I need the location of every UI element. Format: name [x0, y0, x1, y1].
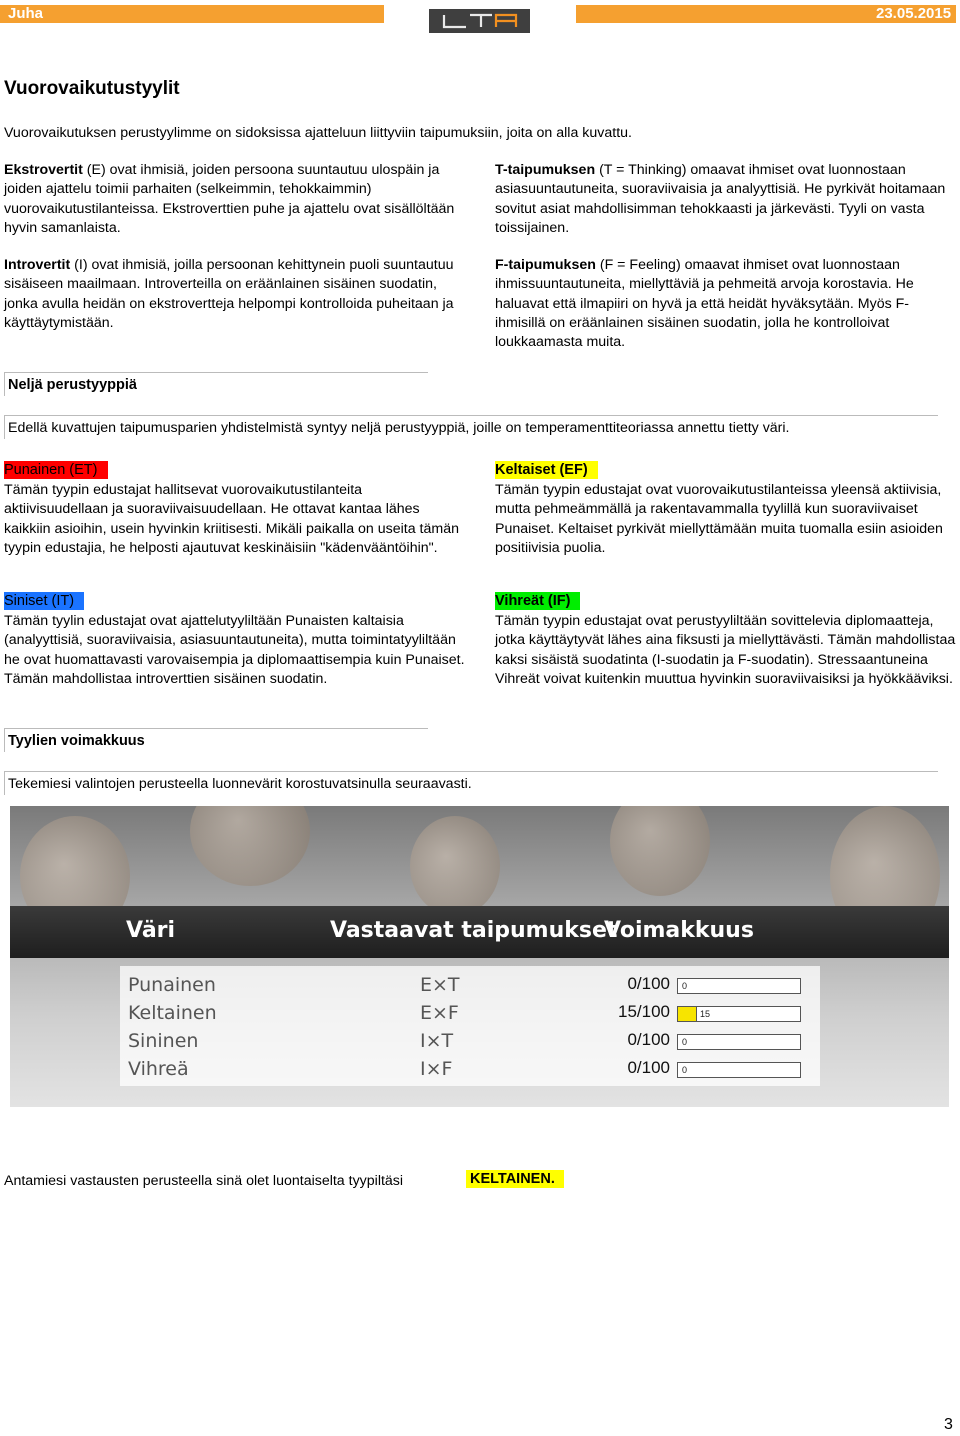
banner-col-color: Väri	[126, 918, 176, 943]
red-type-label: Punainen (ET)	[4, 461, 108, 479]
yellow-type-text: Tämän tyypin edustajat ovat vuorovaikutustilanteissa yleensä aktiivisia, mutta pehmeämmällä ja rakentavammalla tyylillä kun suoraviivaiset Punaiset. Keltaiset pyrkivät miellyttämään muita tuomalla esiin asioiden positiivisia puolia.	[495, 482, 943, 556]
strength-bar-fill	[678, 1007, 697, 1021]
banner-col-strength: Voimakkuus	[604, 918, 754, 943]
introvert-term: Introvertit	[4, 257, 71, 273]
header-date: 23.05.2015	[876, 5, 952, 22]
red-type-text: Tämän tyypin edustajat hallitsevat vuorovaikutustilanteita aktiivisuudellaan ja suoraviivaisuudellaan. He ottavat kantaa lähes kaikkiin asioihin, usein hyvinkin kriitisesti. Mikäli paikalla on useita tämän tyypin edustajia, he helposti ajautuvat keskinäisiin "kädenvääntöihin".	[4, 482, 459, 556]
thinking-term: T-taipumuksen	[495, 162, 596, 178]
banner-row	[120, 1058, 820, 1086]
types-intro-box	[4, 415, 938, 439]
banner-col-traits: Vastaavat taipumukset	[330, 918, 618, 943]
red-type-block	[4, 461, 466, 558]
introvert-text: (I) ovat ihmisiä, joilla persoonan kehittynein puoli suuntautuu sisäiseen maailmaan. Introverteilla on eräänlainen sisäinen suodatin, jonka avulla heidän on ekstrovertteja helpompi kontrolloida puheitaan ja käyttäytymistään.	[4, 257, 454, 331]
feeling-term: F-taipumuksen	[495, 257, 596, 273]
extrovert-text: (E) ovat ihmisiä, joiden persoona suuntautuu ulospäin ja joiden ajattelu toimii parhaiten (selkeimmin, tehokkaimmin) vuorovaikutustilanteissa. Ekstroverttien puhe ja ajattelu ovat sisällöltään hyvin samanlaista.	[4, 162, 455, 236]
banner-row-score: 0/100	[627, 1030, 670, 1049]
strength-title: Tyylien voimakkuus	[8, 733, 145, 749]
strength-bar-value: 15	[700, 1009, 711, 1019]
introvert-paragraph	[4, 256, 474, 333]
lta-logo	[429, 9, 530, 33]
banner-row-traits: I×F	[420, 1058, 453, 1080]
banner-row-color: Punainen	[128, 974, 216, 996]
banner-row-traits: E×T	[420, 974, 460, 996]
thinking-text: (T = Thinking) omaavat ihmiset ovat luonnostaan asiasuuntautuneita, suoraviivaisia ja analyyttisiä. He pyrkivät hoitamaan sovitut asiat mahdollisimman tehokkaasti ja järkevästi. Tyyli on vasta toissijainen.	[495, 162, 946, 236]
green-type-text: Tämän tyypin edustajat ovat perustyyliltään sovittelevia diplomaatteja, jotka käyttäytyvät lähes aina fiksusti ja miellyttävästi. Tämän mahdollistaa kaksi sisäistä suodatinta (I-suodatin ja F-suodatin). Stressaantuneina Vihreät voivat kuitenkin muuttua hyvinkin suoraviivaisiksi ja hyökkääviksi.	[495, 613, 956, 687]
extrovert-paragraph	[4, 161, 474, 238]
blue-type-label: Siniset (IT)	[4, 592, 84, 610]
strength-bar	[677, 1006, 801, 1022]
feeling-text: (F = Feeling) omaavat ihmiset ovat luonnostaan ihmissuuntautuneita, miellyttäviä ja pehmeitä arvoja korostavia. He haluavat että ilmapiiri on hyvä ja että heidät hyväksytään. Myös F-ihmisillä on eräänlainen sisäinen suodatin, jolla he kontrolloivat loukkaamasta muita.	[495, 257, 914, 351]
banner-row-color: Vihreä	[128, 1058, 189, 1080]
banner-row	[120, 1002, 820, 1030]
strength-title-box	[4, 728, 428, 752]
blue-type-block	[4, 592, 466, 689]
types-title: Neljä perustyyppiä	[8, 377, 137, 393]
result-text: Antamiesi vastausten perusteella sinä olet luontaiselta tyypiltäsi	[4, 1173, 404, 1189]
strength-bar-value: 0	[682, 1065, 688, 1075]
strength-bar-value: 0	[682, 981, 688, 991]
strength-bar	[677, 1062, 801, 1078]
strength-intro: Tekemiesi valintojen perusteella luonnevärit korostuvatsinulla seuraavasti.	[8, 776, 472, 792]
banner-table	[120, 966, 820, 1086]
strength-bar-value: 0	[682, 1037, 688, 1047]
banner-row	[120, 974, 820, 1002]
yellow-type-block	[495, 461, 957, 558]
feeling-paragraph	[495, 256, 957, 352]
strength-intro-box	[4, 771, 938, 795]
header-author: Juha	[8, 5, 44, 22]
types-title-box	[4, 372, 428, 396]
banner-header	[10, 906, 949, 958]
green-type-label: Vihreät (IF)	[495, 592, 580, 610]
banner-row-traits: E×F	[420, 1002, 459, 1024]
blue-type-text: Tämän tyylin edustajat ovat ajattelutyyliltään Punaisten kaltaisia (analyyttisiä, suoraviivaisia, asiasuuntautuneita), mutta toimintatyyliltään he ovat huomattavasti varovaisempia ja diplomaattisempia kuin Punaiset. Tämän mahdollistaa introverttien sisäinen suodatin.	[4, 613, 465, 687]
thinking-paragraph	[495, 161, 957, 238]
banner-row-score: 0/100	[627, 1058, 670, 1077]
header-bar-left	[0, 5, 384, 23]
person-photo-2	[190, 806, 310, 886]
banner-row-score: 0/100	[627, 974, 670, 993]
strength-bar	[677, 978, 801, 994]
extrovert-term: Ekstrovertit	[4, 162, 83, 178]
yellow-type-label: Keltaiset (EF)	[495, 461, 598, 479]
banner-row-traits: I×T	[420, 1030, 454, 1052]
intro-text: Vuorovaikutuksen perustyylimme on sidoksissa ajatteluun liittyviin taipumuksiin, joita on alla kuvattu.	[4, 125, 632, 141]
banner-row-color: Keltainen	[128, 1002, 217, 1024]
strength-banner	[10, 806, 949, 1107]
banner-row-score: 15/100	[618, 1002, 670, 1021]
page-number: 3	[944, 1416, 953, 1433]
person-photo-3	[410, 816, 500, 916]
lta-logo-icon	[440, 13, 520, 29]
banner-row	[120, 1030, 820, 1058]
strength-bar	[677, 1034, 801, 1050]
result-value: KELTAINEN.	[466, 1170, 564, 1188]
types-intro: Edellä kuvattujen taipumusparien yhdistelmistä syntyy neljä perustyyppiä, joille on temperamenttiteoriassa annettu tietty väri.	[8, 420, 790, 436]
green-type-block	[495, 592, 957, 689]
banner-row-color: Sininen	[128, 1030, 199, 1052]
person-photo-4	[610, 806, 710, 896]
page-title: Vuorovaikutustyylit	[4, 78, 180, 99]
